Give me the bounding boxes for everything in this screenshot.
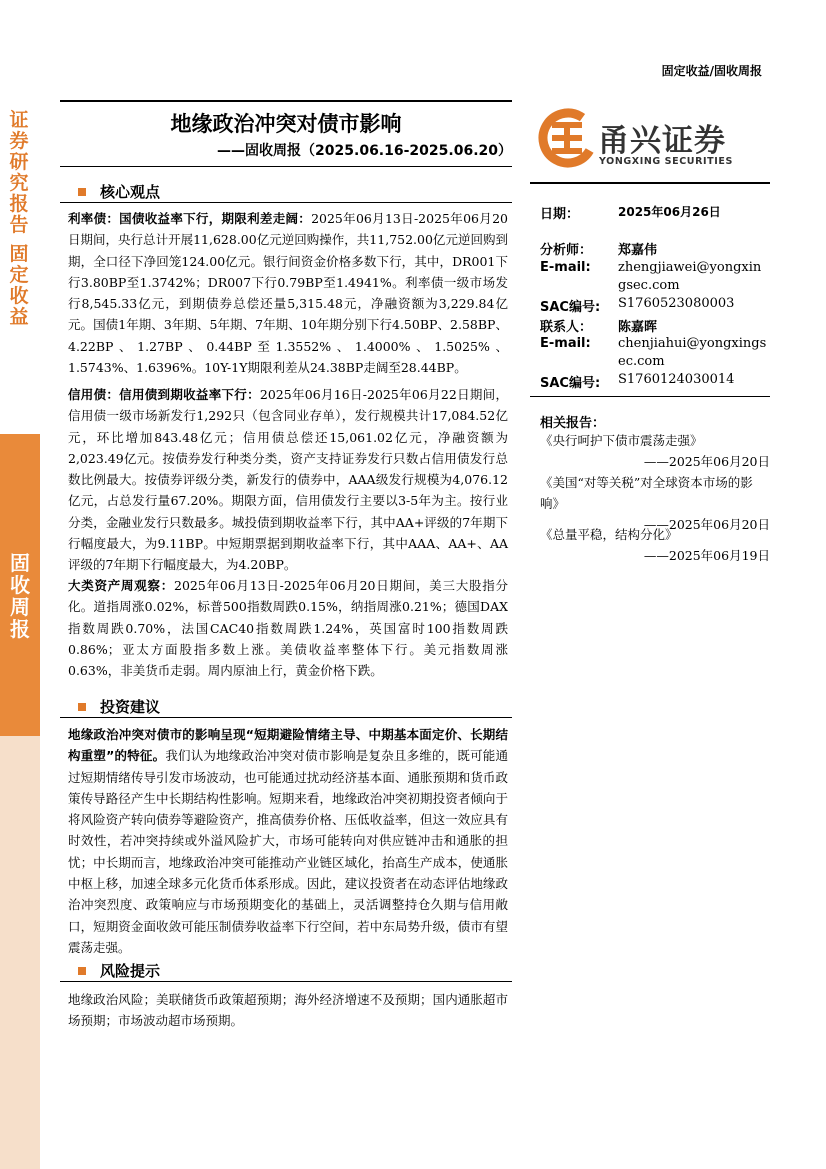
logo-text-en: YONGXING SECURITIES <box>599 156 733 167</box>
related-report-item[interactable] <box>540 430 770 472</box>
sidebar-label-fixed-income: 固定收益 <box>9 243 29 328</box>
related-report-date: ——2025年06月20日 <box>643 454 770 469</box>
sac-label-1: SAC编号: <box>540 300 601 315</box>
paragraph-lead: 信用债：信用债到期收益率下行： <box>68 387 260 402</box>
section-heading-risk <box>78 960 160 981</box>
right-rule-middle <box>530 396 770 397</box>
logo-text-cn: 甬兴证券 <box>598 123 726 159</box>
report-title: 地缘政治冲突对债市影响 <box>170 112 402 136</box>
paragraph-body: 2025年06月13日-2025年06月20日期间，央行总计开展11,628.00亿元逆回购操作，共11,752.00亿元逆回购到期，全口径下净回笼124.00亿元。银行间资金价格多数下行，其中，DR001下行3.80BP至1.3742%；DR007下行0.79BP至1.4941%。利率债一级市场发行8,545.33亿元，到期债券总偿还量5,315.48元，净融资额为3,229.84亿元。国债1年期、3年期、5年期、7年期、10年期分别下行4.50BP、2.58BP、4.22BP、1.27BP、0.44BP至1.3552%、1.4000%、1.5025%、1.5743%、1.6396%。10Y-1Y期限利差从24.38BP走阔至28.44BP。 <box>68 211 508 376</box>
paragraph-lead: 地缘政治冲突对债市的影响呈现“短期避险情绪主导、中期基本面定价、长期结构重塑”的特征。 <box>68 727 508 764</box>
sac-label-2: SAC编号: <box>540 376 601 391</box>
section-title: 核心观点 <box>100 183 161 201</box>
related-report-title[interactable]: 《美国“对等关税”对全球资本市场的影响》 <box>540 475 753 511</box>
date-value: 2025年06月26日 <box>618 205 721 219</box>
section-square-icon <box>78 188 86 196</box>
email-label-2: E-mail: <box>540 336 591 351</box>
email-2-line1[interactable]: chenjiahui@yongxings <box>618 336 767 351</box>
title-rule <box>60 166 512 167</box>
section-square-icon <box>78 703 86 711</box>
analyst-name: 郑嘉伟 <box>618 243 658 258</box>
section-title: 投资建议 <box>100 698 161 716</box>
section-rule <box>60 717 512 718</box>
date-label: 日期： <box>540 207 580 222</box>
paragraph-lead: 大类资产周观察： <box>68 578 175 593</box>
sac-number-2: S1760124030014 <box>618 372 735 387</box>
email-label-1: E-mail: <box>540 260 591 275</box>
section-rule <box>60 202 512 203</box>
sidebar-label-research-report: 证券研究报告 <box>9 109 29 236</box>
related-report-date: ——2025年06月20日 <box>643 517 770 532</box>
paragraph-credit <box>68 384 508 576</box>
sidebar-top <box>0 100 36 418</box>
top-rule <box>60 100 512 102</box>
sidebar-label-weekly: 固收周报 <box>10 551 30 641</box>
related-report-date: ——2025年06月19日 <box>643 548 770 563</box>
section-heading-core <box>78 181 160 202</box>
analyst-label: 分析师： <box>540 243 593 258</box>
email-1-line2[interactable]: gsec.com <box>618 278 680 293</box>
sac-number-1: S1760523080003 <box>618 296 735 311</box>
email-2-line2[interactable]: ec.com <box>618 354 665 369</box>
sidebar-bottom <box>0 736 40 1169</box>
section-heading-invest <box>78 696 160 717</box>
paragraph-body: 地缘政治风险；美联储货币政策超预期；海外经济增速不及预期；国内通胀超市场预期；市场波动超市场预期。 <box>68 992 508 1029</box>
report-subtitle: ——固收周报（2025.06.16-2025.06.20） <box>217 143 512 159</box>
paragraph-risk <box>68 989 508 1032</box>
related-report-title[interactable]: 《总量平稳，结构分化》 <box>540 527 678 542</box>
related-report-item[interactable] <box>540 524 770 566</box>
section-square-icon <box>78 967 86 975</box>
section-title: 风险提示 <box>100 962 161 980</box>
section-rule <box>60 981 512 982</box>
paragraph-body: 我们认为地缘政治冲突对债市影响是复杂且多维的，既可能通过短期情绪传导引发市场波动，也可能通过扰动经济基本面、通胀预期和货币政策传导路径产生中长期结构性影响。短期来看，地缘政治冲突初期投资者倾向于将风险资产转向债券等避险资产，推高债券价格、压低收益率，但这一效应具有时效性，若冲突持续或外溢风险扩大，市场可能转向对供应链冲击和通胀的担忧；中长期而言，地缘政治冲突可能推动产业链区域化，抬高生产成本，使通胀中枢上移，加速全球多元化货币体系形成。因此，建议投资者在动态评估地缘政治冲突烈度、政策响应与市场预期变化的基础上，灵活调整持仓久期与信用敞口，短期资金面收敛可能压制债券收益率下行空间，若中东局势升级，债市有望震荡走强。 <box>68 748 508 955</box>
paragraph-rates <box>68 208 508 378</box>
paragraph-assets <box>68 575 508 681</box>
paragraph-invest <box>68 724 508 958</box>
paragraph-body: 2025年06月16日-2025年06月22日期间，信用债一级市场新发行1,292只（包含同业存单），发行规模共计17,084.52亿元，环比增加843.48亿元；信用债总偿还15,061.02亿元，净融资额为2,023.49亿元。按债券发行种类分类，资产支持证券发行只数占信用债发行总数比例最大。按债券评级分类，新发行的债券中，AAA级发行规模为4,076.12亿元，占总发行量67.20%。期限方面，信用债发行主要以3-5年为主。按行业分类，金融业发行只数最多。城投债到期收益率下行，其中AA+评级的7年期下行幅度最大，为9.11BP。中短期票据到期收益率下行，其中AAA、AA+、AA评级的7年期下行幅度最大，为4.20BP。 <box>68 387 508 573</box>
paragraph-body: 2025年06月13日-2025年06月20日期间，美三大股指分化。道指周涨0.02%，标普500指数周跌0.15%，纳指周涨0.21%；德国DAX指数周跌0.70%，法国CAC40指数周跌1.24%，英国富时100指数周跌0.86%；亚太方面股指多数上涨。美债收益率整体下行。美元指数周涨0.63%，非美货币走弱。周内原油上行，黄金价格下跌。 <box>68 578 508 679</box>
logo-mark-icon <box>530 104 600 174</box>
category-tag: 固定收益/固收周报 <box>661 64 762 78</box>
paragraph-lead: 利率债：国债收益率下行，期限利差走阔： <box>68 211 312 226</box>
right-rule-top <box>530 182 770 184</box>
email-1-line1[interactable]: zhengjiawei@yongxin <box>618 260 762 275</box>
contact-label: 联系人： <box>540 320 593 335</box>
related-report-title[interactable]: 《央行呵护下债市震荡走强》 <box>540 433 703 448</box>
related-reports-heading: 相关报告： <box>540 416 606 431</box>
contact-name: 陈嘉晖 <box>618 320 658 335</box>
sidebar-mid <box>0 434 40 736</box>
